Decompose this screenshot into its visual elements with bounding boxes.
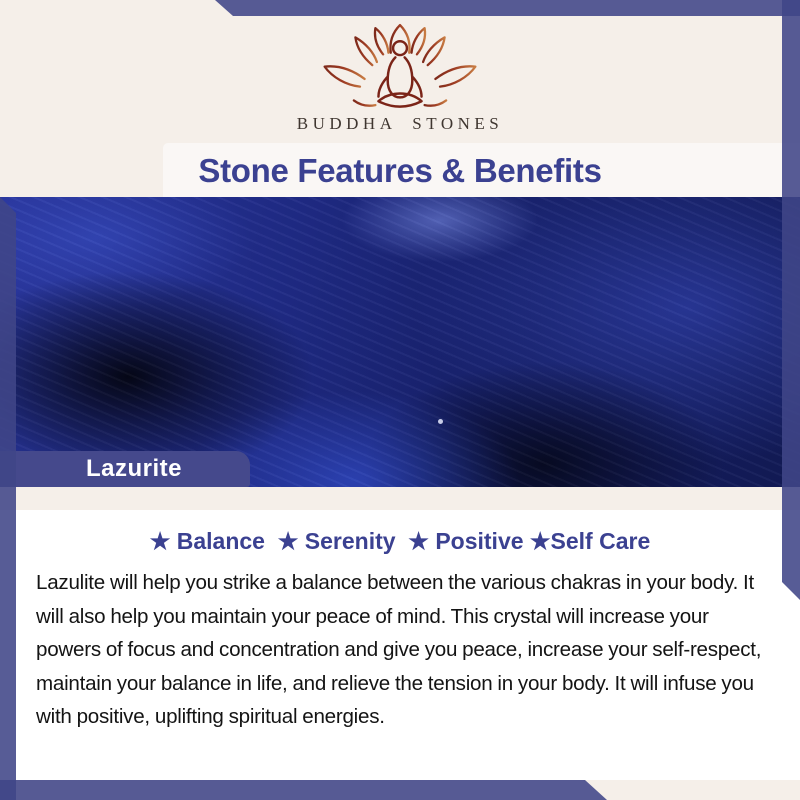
stone-name-banner <box>0 451 250 487</box>
frame-ribbon-bottom <box>0 780 610 800</box>
page-title: Stone Features & Benefits <box>198 152 602 189</box>
benefits-card <box>0 510 800 780</box>
stone-photo <box>0 197 800 487</box>
lotus-meditation-icon <box>312 22 488 122</box>
brand-name: BUDDHA STONES <box>296 114 504 133</box>
frame-ribbon-top <box>0 0 800 16</box>
benefits-keywords: ★ Balance ★ Serenity ★ Positive ★Self Care <box>149 528 651 554</box>
stone-description: Lazulite will help you strike a balance between the various chakras in your body. It will also help you maintain your peace of mind. This crystal will increase your powers of focus and concentration and give you peace, increase your self-respect, maintain your balance in life, and relieve the tension in your body. It will infuse you with positive, uplifting spiritual energies. <box>36 571 762 729</box>
stone-name-label: Lazurite <box>85 455 182 482</box>
photo-sparkle <box>438 419 443 424</box>
logo-container <box>0 22 800 127</box>
